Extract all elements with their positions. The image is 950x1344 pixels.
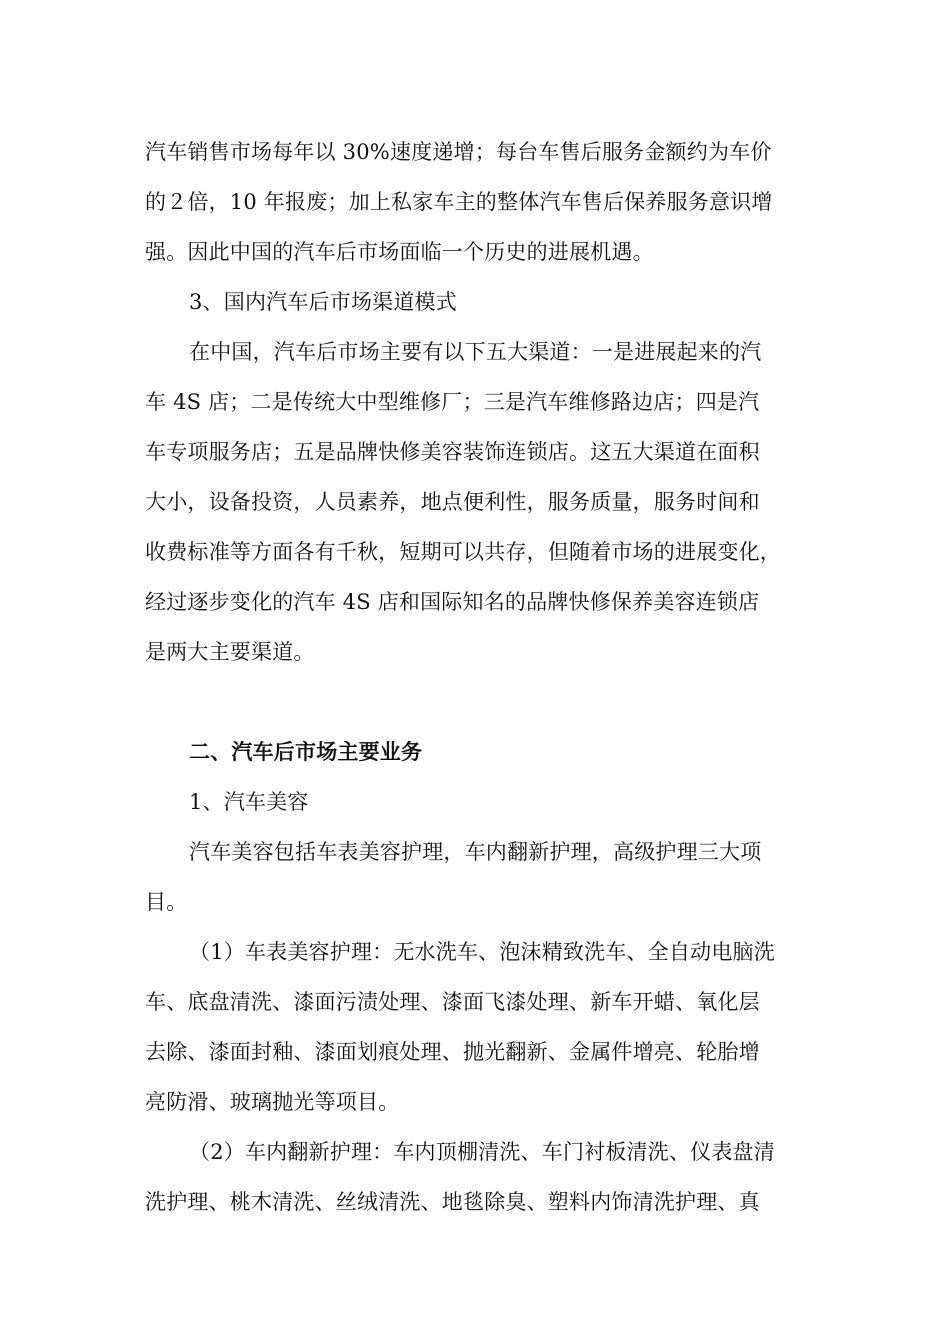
text-line: 目。 [145,890,188,914]
text-line: 强。因此中国的汽车后市场面临一个历史的进展机遇。 [145,240,654,264]
text-line: 收费标准等方面各有千秋，短期可以共存，但随着市场的进展变化， [145,540,781,564]
paragraph-market-growth [145,127,813,277]
text-line: 亮防滑、玻璃抛光等项目。 [145,1090,400,1114]
section-heading-main-business: 二、汽车后市场主要业务 [189,739,423,764]
text-line: 汽车销售市场每年以 30%速度递增；每台车售后服务金额约为车价 [145,140,772,164]
text-line: 洗护理、桃木清洗、丝绒清洗、地毯除臭、塑料内饰清洗护理、真 [145,1190,760,1214]
document-body [145,127,813,1227]
subheading-car-beauty: 1、汽车美容 [189,790,309,814]
text-line: 去除、漆面封釉、漆面划痕处理、抛光翻新、金属件增亮、轮胎增 [145,1040,760,1064]
paragraph-five-channels [145,327,813,677]
text-line: 在中国，汽车后市场主要有以下五大渠道：一是进展起来的汽 [189,340,762,364]
paragraph-interior-care [145,1127,813,1227]
text-line: 车专项服务店；五是品牌快修美容装饰连锁店。这五大渠道在面积 [145,440,760,464]
paragraph-exterior-care [145,927,813,1127]
text-line: 车、底盘清洗、漆面污渍处理、漆面飞漆处理、新车开蜡、氧化层 [145,990,760,1014]
text-line: 大小，设备投资，人员素养，地点便利性，服务质量，服务时间和 [145,490,760,514]
text-line: 车 4S 店；二是传统大中型维修厂；三是汽车维修路边店；四是汽 [145,390,760,414]
text-line: 汽车美容包括车表美容护理，车内翻新护理，高级护理三大项 [189,840,762,864]
text-line: 经过逐步变化的汽车 4S 店和国际知名的品牌快修保养美容连锁店 [145,590,760,614]
text-line: （2）车内翻新护理：车内顶棚清洗、车门衬板清洗、仪表盘清 [189,1140,775,1164]
text-line: 的２倍，10 年报废；加上私家车主的整体汽车售后保养服务意识增 [145,190,773,214]
subheading-channel-model: 3、国内汽车后市场渠道模式 [189,290,457,314]
text-line: 是两大主要渠道。 [145,640,315,664]
paragraph-car-beauty-intro [145,827,813,927]
text-line: （1）车表美容护理：无水洗车、泡沫精致洗车、全自动电脑洗 [189,940,775,964]
